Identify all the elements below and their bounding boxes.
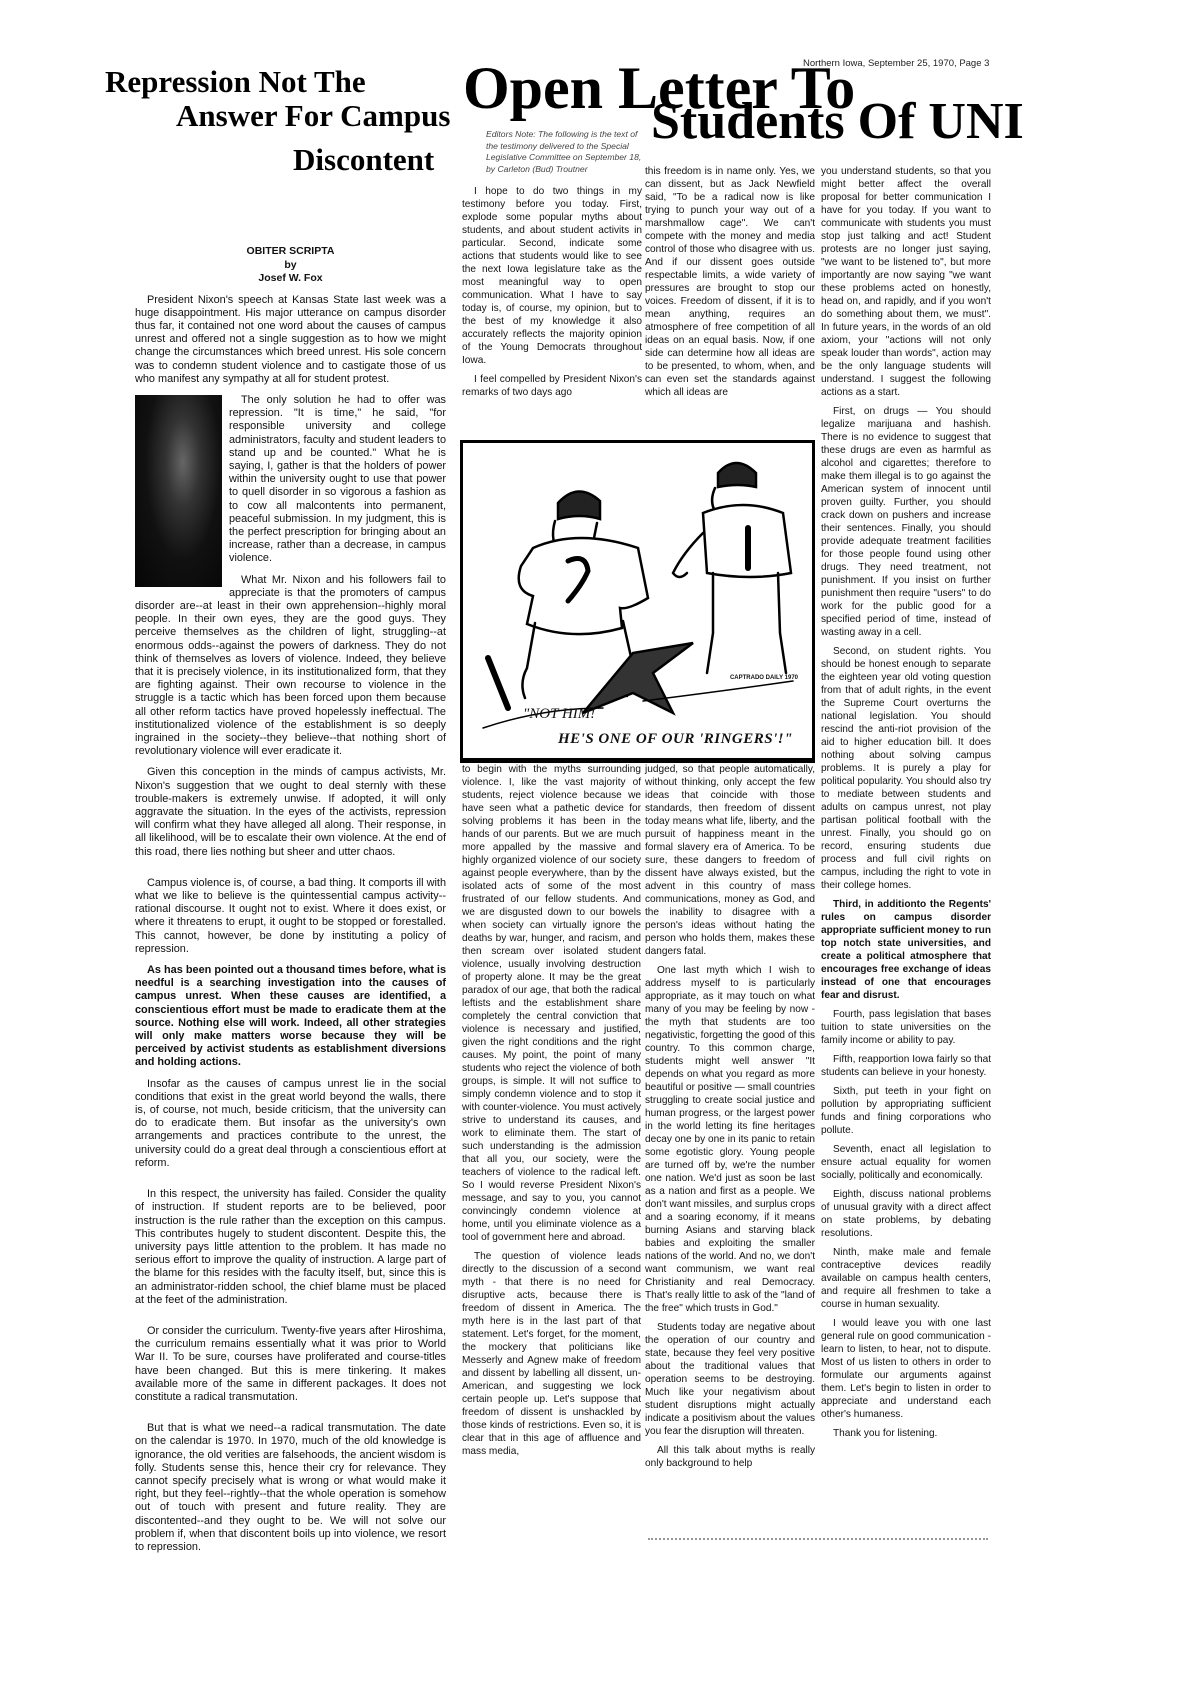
- paragraph: But that is what we need--a radical transmutation. The date on the calendar is 1970. In 1970, much of the old knowledge is ignorance, the old verities are falsehoods, the ancient wisdom is folly. Students sense this, hence their cry for relevance. They cannot specify precisely what is wrong or what would make it right, but they feel--rightly--that the whole operation is somehow out of touch with present and future reality. They are discontented--and they ought to be. We will not solve our problem if, when that discontent boils up into violence, we resort to repression.: [135, 1422, 446, 1553]
- paragraph: One last myth which I wish to address myself to is particularly appropriate, as it may touch on what many of you may be feeling by now - the myth that students are too negativistic, forgetting the good of this country. To this common charge, students might well answer "It depends on what you regard as more beautiful or positive — small countries struggling to create social justice and human progress, or the largest power in the world letting its fine heritages decay one by one in its panic to retain some egotistic glory. Young people are turned off by, we're the number one nation. We'd just as soon be last as a nation and first as a people. We don't want missiles, and surplus crops and a soaring economy, if it means burning Asians and starving black babies and exploiting the smaller nations of the world. And no, we don't want communism, we want real Christianity and real Democracy. That's really little to ask of the "land of the free" which trusts in God.": [645, 965, 815, 1314]
- paragraph: Given this conception in the minds of campus activists, Mr. Nixon's suggestion that we ought to deal sternly with these trouble-makers is extremely unwise. If adopted, it will only aggravate the situation. In the eyes of the activists, repression will confirm what they have alleged all along. Their response, in all likelihood, will be to escalate their own violence. At the end of this road, there lies nothing but sheer and utter chaos.: [135, 766, 446, 858]
- paragraph: President Nixon's speech at Kansas State last week was a huge disappointment. His major utterance on campus disorder thus far, it contained not one word about the causes of campus unrest and offered not a single suggestion as to how we might change the circumstances which breed unrest. His sole concern was to condemn student violence and to castigate those of us who manifest any sympathy at all for student protest.: [135, 293, 446, 385]
- paragraph: As has been pointed out a thousand times before, what is needful is a searching investigation into the causes of campus unrest. When these causes are identified, a conscientious effort must be made to eradicate them at the source. Nothing else will work. Indeed, all other strategies will only make matters worse because they will be perceived by activist students as establishment diversions and holding actions.: [135, 964, 446, 1069]
- paragraph: The question of violence leads directly to the discussion of a second myth - that there is no need for disruptive acts, because there is freedom of dissent in America. The myth here is in the last part of that statement. Let's forget, for the moment, the mockery that politicians like Messerly and Agnew make of freedom and dissent by labelling all dissent, un-American, and suggesting we lock certain people up. Let's suppose that freedom of dissent is unshackled by those kinds of restrictions. Even so, it is clear that in this age of affluence and mass media,: [462, 1251, 641, 1457]
- page-folio: Northern Iowa, September 25, 1970, Page 3: [803, 58, 990, 69]
- left-headline-line-2: Answer For Campus: [176, 98, 451, 133]
- paragraph: First, on drugs — You should legalize marijuana and hashish. There is no evidence to suggest that these drugs are even as harmful as alcohol and cigarettes; therefore to make them illegal is to go against the American system of innocent until proven guilty. Further, you should crack down on pushers and increase their sentences. Finally, you should provide adequate treatment facilities for those people found using other drugs. They need treatment, not punishment. If you insist on further punishment then require "users" to do work for the public good for a specified period of time, instead of wasting away in a cell.: [821, 406, 991, 638]
- paragraph: this freedom is in name only. Yes, we can dissent, but as Jack Newfield said, "To be a radical now is like trying to punch your way out of a marshmallow cage". We can't compete with the money and media control of those who disagree with us. And if our dissent goes outside respectable limits, a wide variety of pressures are brought to stop our voices. Freedom of dissent, if it is to mean anything, requires an atmosphere of free competition of all ideas on an equal basis. Now, if one side can determine how all ideas are to be presented, to whom, when, and can even set the standards against which all ideas are: [645, 166, 815, 398]
- byline: [135, 245, 446, 286]
- paragraph: All this talk about myths is really only background to help: [645, 1445, 815, 1469]
- paragraph: Second, on student rights. You should be honest enough to separate the eighteen year old voting question from that of adult rights, in the event the Supreme Court overturns the national legislation. You should rescind the anti-riot provision of the aid to higher education bill. It does nothing about solving campus problems. It is purely a play for political popularity. You should also try to mediate between students and adults on campus unrest, not play partisan political football with the unrest. Finally, you should go on record, ensuring students due process and full civil rights on campus, including the right to vote in their college homes.: [821, 646, 991, 891]
- paragraph: Eighth, discuss national problems of unusual gravity with a direct affect on state problems, by debating resolutions.: [821, 1189, 991, 1239]
- editorial-cartoon: [460, 440, 815, 763]
- paragraph: Fourth, pass legislation that bases tuition to state universities on the family income or ability to pay.: [821, 1009, 991, 1046]
- byline-by: by: [284, 258, 297, 271]
- paragraph: Or consider the curriculum. Twenty-five years after Hiroshima, the curriculum remains essentially what it was prior to World War II. To be sure, courses have proliferated and course-titles have been changed. But this is mere tinkering. It makes available more of the same in different packages. It does not constitute a radical transmutation.: [135, 1324, 446, 1403]
- paragraph: Sixth, put teeth in your fight on pollution by appropriating sufficient funds and fining corporations who pollute.: [821, 1086, 991, 1136]
- column-3: [821, 165, 991, 1446]
- paragraph: Ninth, make male and female contraceptive devices readily available on campus health centers, and require all freshmen to take a course in human sexuality.: [821, 1247, 991, 1310]
- paragraph: Fifth, reapportion Iowa fairly so that students can believe in your honesty.: [821, 1054, 991, 1078]
- paragraph: Thank you for listening.: [833, 1428, 938, 1439]
- paragraph: I would leave you with one last general rule on good communication - learn to listen, to hear, not to dispute. Most of us listen to others in order to formulate our arguments against them. Let's begin to listen in order to appreciate and understand each other's humaness.: [821, 1318, 991, 1420]
- paragraph: Third, in additionto the Regents' rules on campus disorder appropriate sufficient money to run top notch state universities, and create a political atmosphere that encourages free exchange of ideas instead of one that encourages fear and disrust.: [821, 899, 991, 1001]
- column-1-bottom: [462, 763, 641, 1464]
- cartoon-caption-line-2: HE'S ONE OF OUR 'RINGERS'!": [558, 731, 793, 747]
- dotted-rule: [648, 1538, 988, 1540]
- paragraph: I feel compelled by President Nixon's remarks of two days ago: [462, 374, 642, 398]
- paragraph: you understand students, so that you might better affect the overall proposal for better communication I have for you today. If you want to communicate with students you must stop just talking and act! Student protests are no longer just saying, "we want to be listened to", but more importantly are now saying "we want these problems acted on honestly, head on, and rapidly, and if you won't do something about them, we must". In future years, in the words of an old axiom, your "actions will not only speak louder than words", action may be the only language students will understand. I suggest the following actions as a start.: [821, 166, 991, 398]
- paragraph: In this respect, the university has failed. Consider the quality of instruction. If student reports are to be believed, poor instruction is the rule rather than the exception on this campus. This contributes hugely to student discontent. Despite this, the university pays little attention to the problem. It has made no serious effort to improve the quality of instruction. A large part of the blame for this resides with the faculty itself, but, since this is an administrator-ridden school, the chief blame must be placed at the feet of the administration.: [135, 1188, 446, 1306]
- column-1-top: [462, 185, 642, 405]
- editors-note: Editors Note: The following is the text of the testimony delivered to the Special Legislative Committee on September 18, by Carleton (Bud) Troutner: [486, 129, 642, 174]
- cartoon-caption-line-1: "NOT HIM!: [523, 706, 596, 722]
- author-photo: [135, 395, 222, 587]
- column-2-bottom: [645, 763, 815, 1476]
- paragraph: I hope to do two things in my testimony before you today. First, explode some popular myths about students, and about student activits in particular. Second, indicate some actions that students would like to see the next Iowa legislature take as the most meaningful way to open communication. What I have to say today is, of course, my opinion, but to the best of my knowledge it also accurately reflects the majority opinion of the Young Democrats throughout Iowa.: [462, 186, 642, 366]
- author-name: Josef W. Fox: [258, 272, 323, 284]
- column-name: OBITER SCRIPTA: [246, 245, 335, 257]
- left-headline-line-3: Discontent: [293, 142, 435, 177]
- paragraph: Campus violence is, of course, a bad thing. It comports ill with what we like to believe is the quintessential campus activity--rational discourse. It ought not to exist. Where it does exist, or where it threatens to erupt, it ought to be stopped or forestalled. This cannot, however, be done by instituting a policy of repression.: [135, 876, 446, 955]
- paragraph: Insofar as the causes of campus unrest lie in the social conditions that exist in the great world beyond the walls, there is, of course, not much, beside criticism, that the university can do to eradicate them. But insofar as the university's own arrangements and practices contribute to the unrest, the university could do a great deal through a conscientious effort at reform.: [135, 1077, 446, 1169]
- paragraph: Students today are negative about the operation of our country and state, because they feel very positive about the traditional values that operation seems to be destroying. Much like your negativism about student disruptions might actually indicate a positivism about the values you fear the disruption will threaten.: [645, 1322, 815, 1437]
- football-players-illustration: [463, 443, 812, 758]
- cartoonist-signature: CAPTRADO DAILY 1970: [729, 675, 798, 681]
- column-2-top: [645, 165, 815, 405]
- paragraph: The only solution he had to offer was repression. "It is time," he said, "for responsible university and college administrators, faculty and student leaders to stand up and be counted." What he is saying, I, gather is that the holders of power within the university ought to use that power to quell disorder in so vigorous a fashion as to cow all malcontents into permanent, peaceful submission. In my judgment, this is the perfect prescription for bringing about an increase, rather than a decrease, in campus violence.: [229, 393, 446, 565]
- right-headline-line-2: Students Of UNI: [651, 93, 1024, 150]
- right-headline-line-1: Open Letter To: [463, 55, 856, 121]
- paragraph: Seventh, enact all legislation to ensure actual equality for women socially, politically and economically.: [821, 1144, 991, 1181]
- paragraph: to begin with the myths surrounding violence. I, like the vast majority of students, reject violence because we have seen what a pathetic device for solving problems it has been in the hands of our parents. But we are much more appalled by the massive and highly organized violence of our society against people everywhere, than by the isolated acts of some of the most frustrated of our fellow students. And we are disgusted down to our bowels when society can virtually ignore the deaths by war, hunger, and racism, and then scream over isolated student violence, usually involving destruction of property alone. It may be the great paradox of our age, that both the radical leftists and the establishment share completely the central conviction that violence is necessary and justified, given the right conditions and the right causes. My point, the point of many students who reject the violence of both groups, is simple. It will not suffice to simply condemn violence and to stop it with counter-violence. You must actively strive to understand its causes, and work to eliminate them. The start of such understanding is the admission that all you, our society, were the teachers of violence to the radical left. So I would reverse President Nixon's message, and say to you, you cannot convincingly condemn violence at home, until you eliminate violence as a tool of government here and abroad.: [462, 764, 642, 1243]
- left-headline-line-1: Repression Not The: [105, 64, 366, 99]
- paragraph: judged, so that people automatically, without thinking, only accept the few ideas that coincide with those standards, then freedom of dissent today means what life, liberty, and the pursuit of happiness meant in the formal slavery era of America. To be sure, these dangers to freedom of dissent have always existed, but the advent in this country of mass communications, money as God, and the inability to disagree with a person's ideas without hating the person who holds them, makes these dangers fatal.: [645, 764, 815, 957]
- left-article-body: [135, 245, 446, 1562]
- paragraph: What Mr. Nixon and his followers fail to appreciate is that the promoters of campus disorder are--at least in their own apprehension--highly moral people. In their own eyes, they are the good guys. They perceive themselves as the children of light, struggling--at enormous odds--against the powers of darkness. They do not think of themselves as lovers of violence. Indeed, they believe that it is precisely violence, in its institutionalized form, that they are fighting against. Their own recourse to violence in the struggle is a tactic which has been forced upon them because all other reform tactics have proved hopelessly ineffectual. The institutionalized violence of the establishment is so deeply ingrained in the society--they believe--that nothing short of revolutionary violence will ever eradicate it.: [135, 573, 446, 758]
